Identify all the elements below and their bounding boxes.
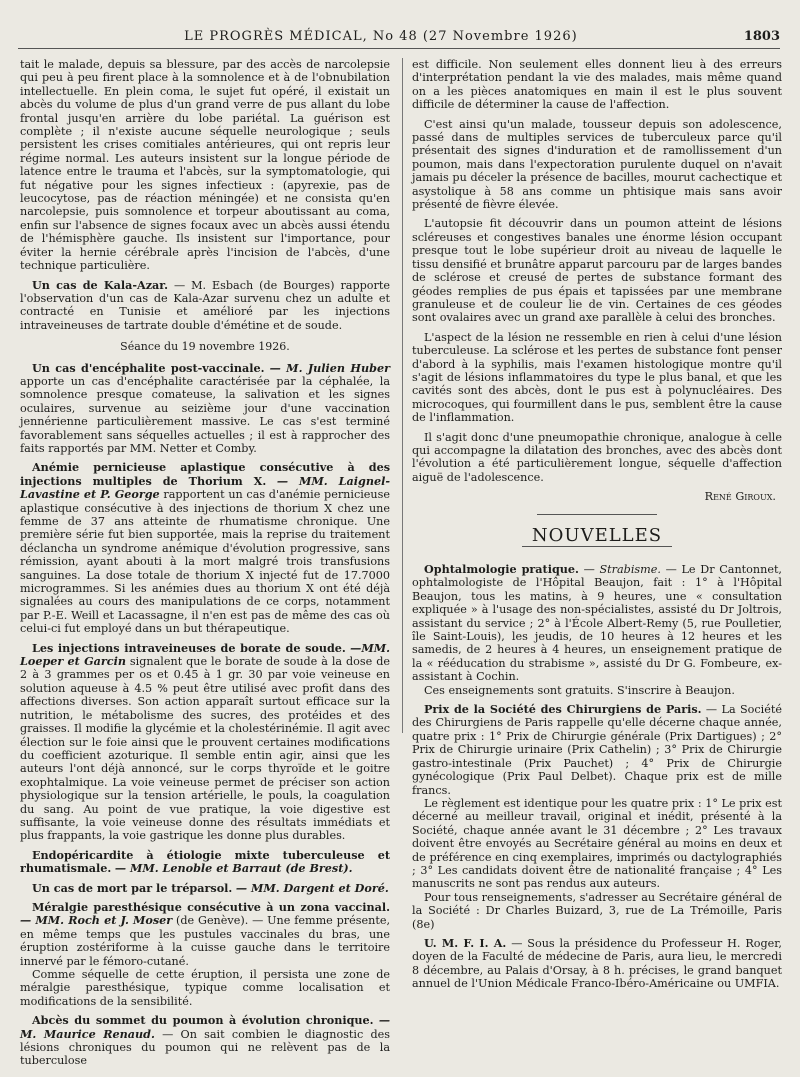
article-author: — M. Julien Huber bbox=[269, 360, 390, 375]
article-title: Endopéricardite à étiologie mixte tuberculeuse et rhumatismale. bbox=[20, 847, 390, 876]
news-text: — La Société des Chirurgiens de Paris rappelle qu'elle décerne chaque année, quatre prix : 1° Prix de Chirurgie générale (Prix Dartigues) ; 2° Prix de Chirurgie urinaire (Prix Cathelin) ; 3° Prix de Chirurgie gastro-intestinale (Prix Pauchet) ; 4° Prix de Chirurgie gynécologique (Prix Paul Delbet). Chaque prix est de mille francs. bbox=[412, 703, 782, 797]
paragraph-abscess-continued: tait le malade, depuis sa blessure, par des accès de narcolepsie qui peu à peu firent place à la somnolence et à de l'obnubilation intellectuelle. En plein coma, le sujet fut opéré, il existait un abcès du volume de plus d'un grand verre de pus allant du lobe frontal jusqu'en arrière du lobe pariétal. La guérison est complète ; il n'existe aucune séquelle neurologique ; seuls persistent les crises comitiales antérieures, qui ont repris leur régime normal. Les auteurs insistent sur la longue période de latence entre le trauma et l'abcès, sur la symptomatologie, qui fut négative pour les signes infectieux : (apyrexie, pas de leucocytose, pas de réaction méningée) et ne consista qu'en narcolepsie, puis somnolence et torpeur aboutissant au coma, enfin sur l'absence de signes focaux avec un abcès aussi étendu de l'hémisphère gauche. Ils insistent sur l'importance, pour éviter la hernie cérébrale après l'incision de l'abcès, d'une technique particulière. bbox=[20, 58, 390, 273]
article-author: — MM. Laignel-Lavastine et P. George bbox=[20, 473, 390, 502]
article-title: Méralgie paresthésique consécutive à un zona vaccinal. bbox=[32, 899, 390, 914]
news-title: Ophtalmologie pratique. bbox=[424, 562, 579, 576]
article-author: — M. Maurice Renaud. bbox=[20, 1013, 390, 1041]
paragraph-case: C'est ainsi qu'un malade, tousseur depuis son adolescence, passé dans de multiples services de tuberculeux parce qu'il présentait des signes d'induration et de ramollissement d'un poumon, mais dans l'expectoration purulente duquel on n'avait jamais pu déceler la présence de bacilles, mourut cachectique et asystolique à 58 ans comme un phtisique mais sans avoir présenté de fièvre élevée. bbox=[412, 117, 782, 212]
page-number: 1803 bbox=[743, 29, 780, 44]
article-treparsol bbox=[20, 882, 390, 895]
article-text: rapporte l'observation d'un cas de Kala-Azar survenu chez un adulte et contracté en Tunisie et amélioré par les injections intraveineuses de tartrate double d'émétine et de soude. bbox=[20, 278, 390, 332]
article-title: Un cas de Kala-Azar. bbox=[32, 277, 169, 292]
section-rule bbox=[522, 546, 672, 547]
article-lung-abscess bbox=[20, 1014, 390, 1068]
news-ophthalmology-continued: Ces enseignements sont gratuits. S'inscrire à Beaujon. bbox=[424, 683, 735, 697]
article-title: Les injections intraveineuses de borate de soude. bbox=[32, 640, 346, 655]
news-title: Prix de la Société des Chirurgiens de Paris. bbox=[424, 702, 702, 717]
column-divider bbox=[402, 58, 403, 733]
article-text: apporte un cas d'encéphalite caractérisée par la céphalée, la somnolence presque comateuse, la salivation et les signes oculaires, survenue au seizième jour d'une vaccination jennérienne particulièrement massive. Le cas s'est terminé favorablement sans séquelles actuelles ; il est à rapprocher des faits rapportés par MM. Netter et Comby. bbox=[20, 374, 390, 455]
news-prize-contact: Pour tous renseignements, s'adresser au Secrétaire général de la Société : Dr Charles Buizard, 3, rue de La Trémoille, Paris (8e) bbox=[412, 890, 782, 931]
article-text: (de Genève). — Une femme présente, en même temps que les pustules vaccinales du bras, une éruption zostériforme à la cuisse gauche dans le territoire innervé par le fémoro-cutané. bbox=[20, 914, 390, 968]
news-text: — Le Dr Cantonnet, ophtalmologiste de l'Hôpital Beaujon, fait : 1° à l'Hôpital Beaujon, tous les matins, à 9 heures, une « consultation expliquée » à l'usage des non-spécialistes, assisté du Dr Joltrois, assistant du service ; 2° à l'École Albert-Remy (5, rue Poulletier, île Saint-Louis), les jeudis, de 10 heures à 12 heures et les samedis, de 2 heures à 4 heures, un enseignement pratique de la « rééducation du strabisme », assisté du Dr G. Fombeure, ex-assistant à Cochin. bbox=[412, 563, 782, 684]
article-endopericarditis bbox=[20, 849, 390, 876]
news-prize-rules: Le règlement est identique pour les quatre prix : 1° Le prix est décerné au meilleur travail, original et inédit, présenté à la Société, chaque année avant le 31 décembre ; 2° Les travaux doivent être envoyés au Secrétaire général au moins en deux et de préférence en cinq exemplaires, imprimés ou dactylographiés ; 3° Les candidats doivent être de nationalité française ; 4° Les manuscrits ne sont pas rendus aux auteurs. bbox=[412, 796, 782, 891]
page-header bbox=[18, 24, 780, 49]
running-title: LE PROGRÈS MÉDICAL, No 48 (27 Novembre 1926) bbox=[184, 29, 578, 44]
article-borate bbox=[20, 642, 390, 843]
article-title: Abcès du sommet du poumon à évolution chronique. bbox=[32, 1013, 374, 1028]
article-author: — MM. Lenoble et Barraut (de Brest). bbox=[114, 861, 353, 876]
section-rule bbox=[537, 514, 657, 515]
article-anemia bbox=[20, 461, 390, 635]
section-heading-nouvelles: NOUVELLES bbox=[531, 524, 663, 546]
article-text: rapportent un cas d'anémie pernicieuse aplastique consécutive à des injections de thorium X chez une femme de 37 ans atteinte de rhumatisme chronique. Une première série fut bien supportée, mais la reprise du traitement déclancha un syndrome anémique d'évolution progressive, sans rémission, ayant abouti à la mort malgré trois transfusions sanguines. La dose totale de thorium X injecté fut de 17.7000 microgrammes. Si les anémies dues au thorium X ont été déjà signalées au cours des manipulations de ce corps, notamment par P.-E. Weill et Lacassagne, il n'en est pas de même des cas où celui-ci fut employé dans un but thérapeutique. bbox=[20, 488, 390, 636]
article-text: — On sait combien le diagnostic des lésions chroniques du poumon qui ne relèvent pas de la tuberculose bbox=[20, 1027, 391, 1068]
article-text: signalent que le borate de soude à la dose de 2 à 3 grammes per os et 0.45 à 1 gr. 30 par voie veineuse en solution aqueuse à 4.5 % peut être utilisé avec profit dans des affections diverses. Son action apparaît surtout efficace sur la nutrition, le métabolisme des sucres, des protéides et des graisses. Il modifie la glycémie et la cholestérinémie. Il agit avec élection sur le foie ainsi que le prouvent certaines modifications du coefficient azoturique. Il semble entin agir, ainsi que les auteurs l'ont déjà annoncé, sur le corps thyroïde et le goitre exophtalmique. La voie veineuse permet de préciser son action physiologique sur la tension artérielle, le pouls, la coagulation du sang. Au point de vue pratique, la voie digestive est suffisante, la voie veineuse donne des résultats immédiats et plus frappants, la voie gastrique les donne plus durables. bbox=[20, 655, 390, 843]
article-meralgia bbox=[20, 901, 390, 968]
news-subtitle: — Strabisme. bbox=[578, 563, 661, 576]
paragraph-histology: L'aspect de la lésion ne ressemble en rien à celui d'une lésion tuberculeuse. La sclérose et les pertes de substance font penser d'abord à la syphilis, mais l'examen histologique montre qu'il s'agit de lésions inflammatoires du type le plus banal, et que les cavités sont des abcès, dont le pus est à polynucléaires. Des microcoques, qui fourmillent dans le pus, semblent être la cause de l'inflammation. bbox=[412, 330, 782, 425]
paragraph-lung-continued: est difficile. Non seulement elles donnent lieu à des erreurs d'interprétation pendant la vie des malades, mais même quand on a les pièces anatomiques en main il est le plus souvent difficile de déterminer la cause de l'affection. bbox=[412, 58, 782, 112]
session-date: Séance du 19 novembre 1926. bbox=[120, 340, 290, 354]
paragraph-autopsy: L'autopsie fit découvrir dans un poumon atteint de lésions scléreuses et congestives banales une énorme lésion occupant presque tout le lobe supérieur droit au niveau de laquelle le tissu densifié et brunâtre apparut parcouru par de larges bandes de sclérose et creusé de pertes de substance formant des géodes remplies de pus épais et tapissées par une membrane granuleuse et de couleur lie de vin. Certaines de ces géodes sont ovalaires avec un grand axe parallèle à celui des bronches. bbox=[412, 217, 782, 325]
news-surgeons-prize bbox=[412, 703, 782, 797]
article-author: — M. Esbach (de Bourges) bbox=[173, 278, 335, 292]
article-author: — MM. Dargent et Doré. bbox=[235, 880, 389, 895]
article-title: Anémie pernicieuse aplastique consécutive à des injections multiples de Thorium X. bbox=[20, 460, 390, 488]
author-signature: René Giroux. bbox=[704, 490, 776, 504]
article-author: — MM. Roch et J. Moser bbox=[20, 913, 173, 928]
article-title: Un cas de mort par le tréparsol. bbox=[32, 880, 233, 895]
article-meralgia-continued: Comme séquelle de cette éruption, il persista une zone de méralgie paresthésique, typique comme localisation et modifications de la sensibilité. bbox=[20, 968, 390, 1008]
article-title: Un cas d'encéphalite post-vaccinale. bbox=[32, 360, 265, 375]
news-umfia bbox=[412, 937, 782, 991]
news-ophthalmology bbox=[412, 563, 782, 684]
news-title: U. M. F. I. A. bbox=[424, 935, 507, 950]
article-kala-azar bbox=[20, 279, 390, 333]
left-column bbox=[20, 58, 390, 1074]
article-encephalitis bbox=[20, 362, 390, 456]
paragraph-conclusion: Il s'agit donc d'une pneumopathie chronique, analogue à celle qui accompagne la dilatation des bronches, avec des abcès dont l'évolution a été particulièrement longue, séquelle d'affection aiguë de l'adolescence. bbox=[412, 430, 782, 484]
article-author: —MM. Loeper et Garcin bbox=[20, 640, 390, 669]
news-text: — Sous la présidence du Professeur H. Roger, doyen de la Faculté de médecine de Paris, aura lieu, le mercredi 8 décembre, au Palais d'Orsay, à 8 h. précises, le grand banquet annuel de l'Union Médicale Franco-Ibéro-Américaine ou UMFIA. bbox=[412, 936, 782, 991]
right-column bbox=[412, 58, 782, 997]
